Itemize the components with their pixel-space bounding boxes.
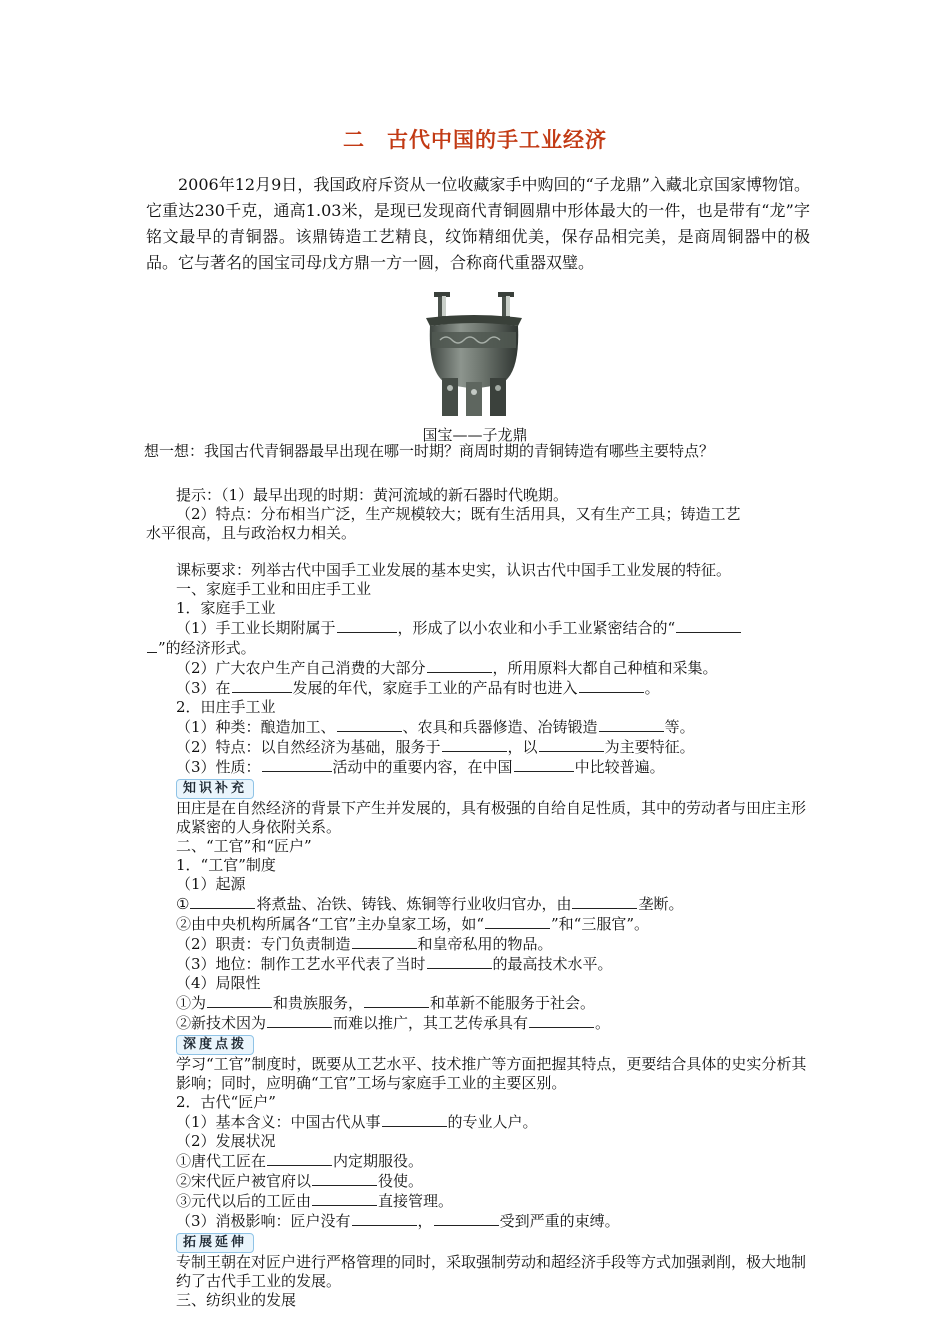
answer-blank[interactable] bbox=[427, 658, 492, 673]
note-in-depth: 学习“工官”制度时，既要从工艺水平、技术推广等方面把握其特点，更要结合具体的史实分析其影响；同时，应明确“工官”工场与家庭手工业的主要区别。 bbox=[176, 1055, 807, 1092]
answer-blank[interactable] bbox=[485, 914, 550, 929]
answer-blank[interactable] bbox=[599, 717, 664, 732]
answer-blank[interactable] bbox=[267, 1151, 332, 1166]
item-development: （2）发展状况 bbox=[176, 1132, 276, 1150]
fill-line: （2）职责：专门负责制造 和皇帝私用的物品。 bbox=[176, 935, 553, 953]
knowledge-supplement-badge: 知识补充 bbox=[176, 779, 254, 799]
answer-blank[interactable] bbox=[352, 1211, 417, 1226]
fill-line: （1）手工业长期附属于 ，形成了以小农业和小手工业紧密结合的“ bbox=[176, 618, 816, 638]
answer-blank[interactable] bbox=[539, 737, 604, 752]
fill-line: ②新技术因为 而难以推广，其工艺传承具有 。 bbox=[176, 1014, 611, 1032]
fill-line: ”的经济形式。 bbox=[146, 638, 816, 658]
fill-line: ①唐代工匠在 内定期服役。 bbox=[176, 1152, 424, 1170]
fill-line: （2）广大农户生产自己消费的大部分 ，所用原料大都自己种植和采集。 bbox=[176, 659, 718, 677]
hint-line-2a: （2）特点：分布相当广泛，生产规模较大；既有生活用具，又有生产工具；铸造工艺 bbox=[176, 505, 741, 523]
badge-row bbox=[176, 777, 816, 799]
fill-line: （1）基本含义：中国古代从事 的专业人户。 bbox=[176, 1113, 538, 1131]
answer-blank[interactable] bbox=[442, 737, 507, 752]
intro-paragraph: 2006年12月9日，我国政府斥资从一位收藏家手中购回的“子龙鼎”入藏北京国家博物馆。它重达230千克，通高1.03米，是现已发现商代青铜圆鼎中形体最大的一件，也是带有“龙”字铭文最早的青铜器。该鼎铸造工艺精良，纹饰精细优美，保存品相完美，是商周铜器中的极品。它与著名的国宝司母戊方鼎一方一圆，合称商代重器双璧。 bbox=[146, 175, 810, 272]
answer-blank[interactable] bbox=[262, 757, 332, 772]
fill-line: （2）特点：以自然经济为基础，服务于 ，以 为主要特征。 bbox=[176, 738, 695, 756]
answer-blank[interactable] bbox=[312, 1171, 377, 1186]
badge-row bbox=[176, 1231, 816, 1253]
item-origin: （1）起源 bbox=[176, 875, 246, 893]
worksheet-body bbox=[144, 442, 816, 1310]
answer-blank[interactable] bbox=[427, 954, 492, 969]
subsection-2-2: 2．古代“匠户” bbox=[176, 1093, 276, 1111]
in-depth-badge: 深度点拨 bbox=[176, 1035, 254, 1055]
fill-line: ②宋代匠户被官府以 役使。 bbox=[176, 1172, 424, 1190]
answer-blank[interactable] bbox=[337, 717, 402, 732]
figure-caption: 国宝——子龙鼎 bbox=[422, 426, 528, 444]
think-question: 想一想：我国古代青铜器最早出现在哪一时期？商周时期的青铜铸造有哪些主要特点？ bbox=[144, 442, 715, 460]
answer-blank[interactable] bbox=[364, 993, 429, 1008]
page-title: 二 古代中国的手工业经济 bbox=[343, 127, 607, 152]
answer-blank[interactable] bbox=[514, 757, 574, 772]
section-2-heading: 二、“工官”和“匠户” bbox=[176, 837, 312, 855]
answer-blank[interactable] bbox=[312, 1191, 377, 1206]
ding-vessel-image bbox=[420, 290, 528, 418]
fill-line: （3）地位：制作工艺水平代表了当时 的最高技术水平。 bbox=[176, 955, 613, 973]
answer-blank[interactable] bbox=[676, 618, 741, 633]
subsection-2-1: 1．“工官”制度 bbox=[176, 856, 276, 874]
hint-line-1: 提示：（1）最早出现的时期：黄河流域的新石器时代晚期。 bbox=[176, 486, 569, 504]
answer-blank[interactable] bbox=[267, 1013, 332, 1028]
fill-line: （3）在 发展的年代，家庭手工业的产品有时也进入 。 bbox=[176, 679, 660, 697]
answer-blank[interactable] bbox=[572, 894, 637, 909]
answer-blank[interactable] bbox=[337, 618, 397, 633]
subsection-1-1: 1．家庭手工业 bbox=[176, 599, 276, 617]
fill-line: ②由中央机构所属各“工官”主办皇家工场，如“ ”和“三服官”。 bbox=[176, 915, 650, 933]
answer-blank[interactable] bbox=[382, 1112, 447, 1127]
answer-blank[interactable] bbox=[434, 1211, 499, 1226]
item-limitations: （4）局限性 bbox=[176, 974, 261, 992]
section-3-heading: 三、纺织业的发展 bbox=[176, 1291, 297, 1309]
fill-line: ①为 和贵族服务， 和革新不能服务于社会。 bbox=[176, 994, 596, 1012]
subsection-1-2: 2．田庄手工业 bbox=[176, 698, 276, 716]
answer-blank[interactable] bbox=[190, 894, 255, 909]
fill-line: （3）消极影响：匠户没有 ， 受到严重的束缚。 bbox=[176, 1212, 620, 1230]
note-knowledge-supplement: 田庄是在自然经济的背景下产生并发展的，具有极强的自给自足性质，其中的劳动者与田庄主形成紧密的人身依附关系。 bbox=[176, 799, 807, 836]
fill-line: （3）性质： 活动中的重要内容，在中国 中比较普遍。 bbox=[176, 758, 665, 776]
section-1-heading: 一、家庭手工业和田庄手工业 bbox=[176, 580, 372, 598]
extension-badge: 拓展延伸 bbox=[176, 1233, 254, 1253]
answer-blank[interactable] bbox=[579, 678, 644, 693]
badge-row bbox=[176, 1033, 816, 1055]
answer-blank[interactable] bbox=[232, 678, 292, 693]
fill-line: （1）种类：酿造加工、 、农具和兵器修造、冶铸锻造 等。 bbox=[176, 718, 695, 736]
note-extension: 专制王朝在对匠户进行严格管理的同时，采取强制劳动和超经济手段等方式加强剥削，极大地制约了古代手工业的发展。 bbox=[176, 1253, 807, 1290]
answer-blank[interactable] bbox=[207, 993, 272, 1008]
hint-line-2b: 水平很高，且与政治权力相关。 bbox=[146, 524, 357, 542]
answer-blank[interactable] bbox=[147, 638, 157, 653]
curriculum-requirement: 课标要求：列举古代中国手工业发展的基本史实，认识古代中国手工业发展的特征。 bbox=[176, 561, 732, 579]
answer-blank[interactable] bbox=[529, 1013, 594, 1028]
fill-line: ③元代以后的工匠由 直接管理。 bbox=[176, 1192, 454, 1210]
answer-blank[interactable] bbox=[352, 934, 417, 949]
fill-line: ① 将煮盐、冶铁、铸钱、炼铜等行业收归官办，由 垄断。 bbox=[176, 895, 684, 913]
